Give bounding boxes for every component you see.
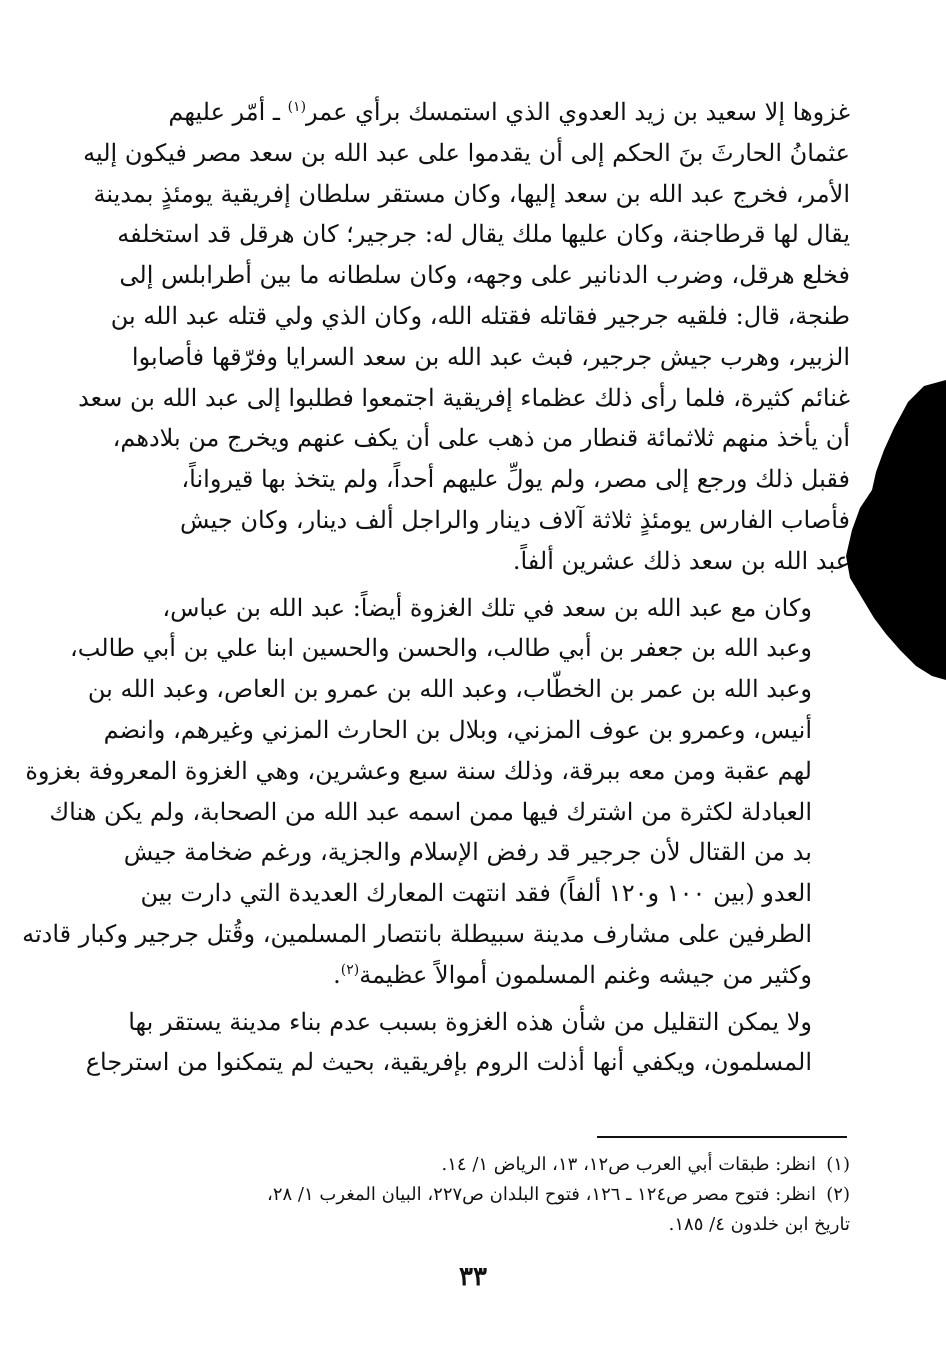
text-segment: ـ أمّر عليهم: [168, 98, 288, 126]
text-line: [106, 955, 850, 996]
footnote-separator: [597, 1136, 847, 1138]
footnote-2-continuation: تاريخ ابن خلدون ٤/ ١٨٥.: [668, 1214, 850, 1235]
paragraph-1: [78, 92, 850, 582]
text-line: فأصاب الفارس يومئذٍ ثلاثة آلاف دينار والراجل ألف دينار، وكان جيش: [180, 505, 850, 534]
text-line: بد من القتال لأن جرجير قد رفض الإسلام والجزية، ورغم ضخامة جيش: [123, 838, 812, 867]
text-line: أنيس، وعمرو بن عوف المزني، وبلال بن الحارث المزني وغيرهم، وانضم: [103, 715, 812, 744]
page-number: ٣٣: [459, 1262, 487, 1292]
footnote-ref-2: (٢): [340, 961, 360, 978]
footnote-text: انظر: طبقات أبي العرب ص١٢، ١٣، الرياض ١/ ١٤.: [441, 1154, 816, 1175]
text-line: فقبل ذلك ورجع إلى مصر، ولم يولِّ عليهم أحداً، ولم يتخذ بها قيرواناً،: [181, 465, 850, 494]
text-line: عبد الله بن سعد ذلك عشرين ألفاً.: [512, 546, 850, 575]
text-line: أن يأخذ منهم ثلاثمائة قنطار من ذهب على أن يكف عنهم ويخرج من بلادهم،: [112, 424, 850, 453]
text-line: الزبير، وهرب جيش جرجير، فبث عبد الله بن سعد السرايا وفرّقها فأصابوا: [131, 342, 850, 371]
text-line: غنائم كثيرة، فلما رأى ذلك عظماء إفريقية اجتمعوا فطلبوا إلى عبد الله بن سعد: [78, 383, 850, 412]
footnote-1: [106, 1150, 850, 1180]
ink-blot-edge: [846, 380, 946, 680]
text-line: [106, 92, 850, 133]
footnote-text: انظر: فتوح مصر ص١٢٤ ـ ١٢٦، فتوح البلدان ص٢٢٧، البيان المغرب ١/ ٢٨،: [267, 1184, 816, 1205]
text-segment: .: [333, 960, 341, 989]
text-line: عثمانُ الحارثَ بنَ الحكم إلى أن يقدموا على عبد الله بن سعد مصر فيكون إليه: [83, 138, 850, 167]
footnote-marker: (٢): [826, 1184, 850, 1205]
text-line: الأمر، فخرج عبد الله بن سعد إليها، وكان مستقر سلطان إفريقية يومئذٍ بمدينة: [93, 179, 850, 208]
text-segment: وكثير من جيشه وغنم المسلمون أموالاً عظيمة: [359, 960, 812, 989]
text-line: فخلع هرقل، وضرب الدنانير على وجهه، وكان سلطانه ما بين أطرابلس إلى: [119, 261, 850, 290]
footnote-ref-1: (١): [287, 99, 307, 115]
text-line: العبادلة لكثرة من اشترك فيها ممن اسمه عبد الله من الصحابة، ولم يكن هناك: [49, 797, 812, 826]
text-line: الطرفين على مشارف مدينة سبيطلة بانتصار المسلمين، وقُتل جرجير وكبار قادته: [22, 919, 812, 948]
footnote-marker: (١): [826, 1154, 850, 1175]
paragraph-3: [85, 1002, 850, 1084]
text-line: وعبد الله بن جعفر بن أبي طالب، والحسن والحسين ابنا علي بن أبي طالب،: [69, 634, 812, 663]
footnotes: [106, 1150, 850, 1240]
text-line: طنجة، قال: فلقيه جرجير فقاتله فقتله الله، وكان الذي ولي قتله عبد الله بن: [110, 301, 850, 330]
body-text: [22, 92, 850, 1083]
text-line: لهم عقبة ومن معه ببرقة، وذلك سنة سبع وعشرين، وهي الغزوة المعروفة بغزوة: [25, 756, 812, 785]
footnote-2: [106, 1180, 850, 1210]
text-segment: غزوها إلا سعيد بن زيد العدوي الذي استمسك برأي عمر: [306, 98, 850, 126]
text-line: وعبد الله بن عمر بن الخطّاب، وعبد الله بن عمرو بن العاص، وعبد الله بن: [87, 675, 812, 704]
text-line: ولا يمكن التقليل من شأن هذه الغزوة بسبب عدم بناء مدينة يستقر بها: [128, 1007, 812, 1036]
text-line: يقال لها قرطاجنة، وكان عليها ملك يقال له: جرجير؛ كان هرقل قد استخلفه: [117, 220, 850, 249]
text-line: وكان مع عبد الله بن سعد في تلك الغزوة أيضاً: عبد الله بن عباس،: [162, 593, 812, 622]
text-line: المسلمون، ويكفي أنها أذلت الروم بإفريقية، بحيث لم يتمكنوا من استرجاع: [85, 1048, 812, 1077]
paragraph-2: [22, 588, 850, 996]
text-line: العدو (بين ١٠٠ و١٢٠ ألفاً) فقد انتهت المعارك العديدة التي دارت بين: [140, 879, 812, 908]
